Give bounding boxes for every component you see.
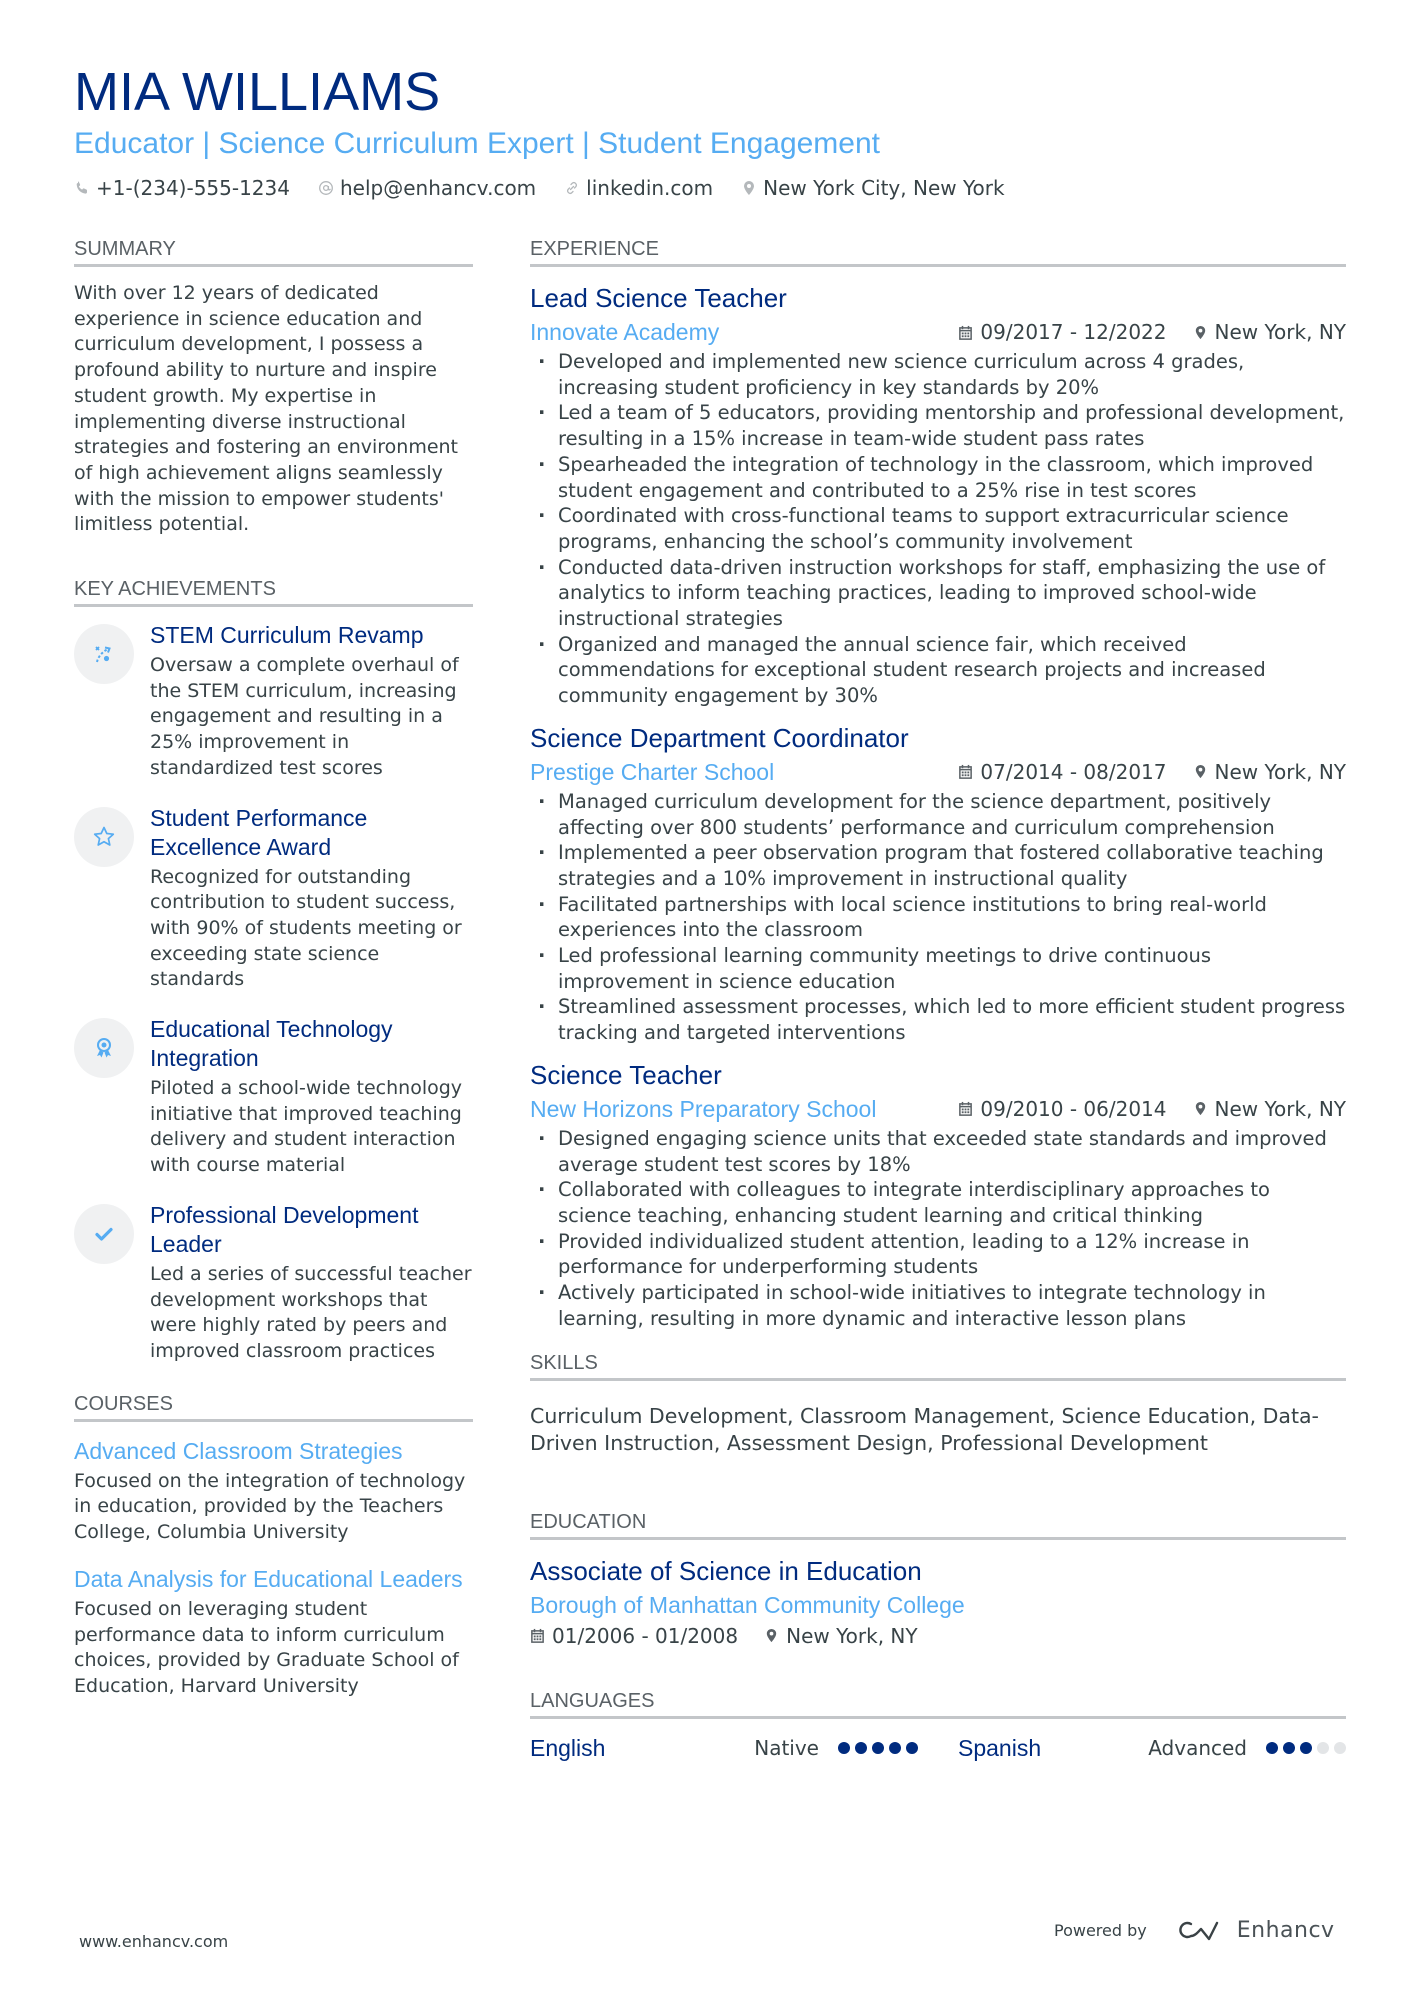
section-title-courses: COURSES — [74, 1391, 473, 1422]
right-column — [530, 236, 1346, 1763]
achievement-text: Led a series of successful teacher development workshops that were highly rated by peers and improved classroom practices — [150, 1262, 472, 1362]
left-column — [74, 236, 473, 1718]
course-item — [74, 1436, 473, 1546]
location-text: New York City, New York — [763, 176, 1005, 200]
bullet-item: · Conducted data-driven instruction workshops for staff, emphasizing the use of analytics to inform teaching practices, leading to improved school-wide instructional strategies — [530, 555, 1346, 632]
phone-icon — [74, 180, 90, 196]
achievement-text: Oversaw a complete overhaul of the STEM curriculum, increasing engagement and resulting in a 25% improvement in standardized test scores — [150, 654, 459, 779]
dot-filled — [1266, 1742, 1278, 1754]
bullet-item: · Implemented a peer observation program that fostered collaborative teaching strategies and a 10% improvement in instructional quality — [530, 840, 1346, 891]
language-item — [958, 1733, 1346, 1763]
languages-section — [530, 1688, 1346, 1763]
experience-section — [530, 236, 1346, 1332]
location-text: New York, NY — [1214, 1096, 1346, 1121]
job-entry — [530, 1058, 1346, 1332]
job-dates — [958, 1097, 1166, 1121]
summary-text: With over 12 years of dedicated experience in science education and curriculum development, I possess a profound ability to nurture and inspire student growth. My expertise in implementing diverse instructional strategies and fostering an environment of high achievement aligns seamlessly with the mission to empower students' limitless potential. — [74, 282, 459, 536]
location-text: New York, NY — [1214, 759, 1346, 784]
achievement-text: Piloted a school-wide technology initiative that improved teaching delivery and student interaction with course material — [150, 1077, 463, 1177]
bullet-item: · Led a team of 5 educators, providing mentorship and professional development, resulting in a 15% increase in team-wide student pass rates — [530, 400, 1346, 451]
dot-filled — [838, 1742, 850, 1754]
job-bullets — [530, 1126, 1346, 1332]
job-location — [1193, 320, 1346, 344]
job-bullets — [530, 789, 1346, 1046]
dot-filled — [1283, 1742, 1295, 1754]
bullet-item: · Provided individualized student attention, leading to a 12% increase in performance for underperforming students — [530, 1229, 1346, 1280]
powered-by-label: Powered by — [1054, 1920, 1147, 1940]
bullet-item: · Spearheaded the integration of technology in the classroom, which improved student engagement and contributed to a 25% rise in test scores — [530, 452, 1346, 503]
contact-email[interactable] — [318, 176, 536, 200]
achievement-item — [74, 621, 473, 782]
section-title-languages: LANGUAGES — [530, 1688, 1346, 1719]
course-item — [74, 1564, 473, 1700]
education-location — [764, 1624, 917, 1648]
education-section — [530, 1509, 1346, 1648]
bullet-item: · Facilitated partnerships with local science institutions to bring real-world experiences into the classroom — [530, 892, 1346, 943]
star-icon — [74, 807, 134, 867]
location-pin-icon — [764, 1628, 779, 1643]
dot-filled — [855, 1742, 867, 1754]
bullet-item: · Designed engaging science units that exceeded state standards and improved average student test scores by 18% — [530, 1126, 1346, 1177]
job-location — [1193, 1097, 1346, 1121]
job-title: Science Department Coordinator — [530, 722, 909, 753]
school-name: Borough of Manhattan Community College — [530, 1591, 965, 1618]
phone-text: +1-(234)-555-1234 — [96, 176, 290, 200]
achievement-text: Recognized for outstanding contribution to student success, with 90% of students meeting or exceeding state science standards — [150, 865, 462, 991]
skills-section — [530, 1350, 1346, 1457]
section-title-education: EDUCATION — [530, 1509, 1346, 1540]
company-name: Innovate Academy — [530, 319, 720, 345]
location-text: New York, NY — [786, 1623, 918, 1648]
language-name: Spanish — [958, 1734, 1042, 1761]
section-title-summary: SUMMARY — [74, 236, 473, 267]
calendar-icon — [958, 1101, 973, 1116]
location-pin-icon — [1193, 1101, 1208, 1116]
courses-section — [74, 1391, 473, 1700]
location-text: New York, NY — [1214, 320, 1346, 344]
proficiency-dots — [833, 1742, 918, 1754]
language-name: English — [530, 1734, 606, 1761]
bullet-item: · Organized and managed the annual science fair, which received commendations for exceptional student research projects and increased community engagement by 30% — [530, 632, 1346, 709]
company-name: New Horizons Preparatory School — [530, 1095, 877, 1122]
bullet-item: · Coordinated with cross-functional teams to support extracurricular science programs, enhancing the school’s community involvement — [530, 503, 1346, 554]
job-title: Science Teacher — [530, 1059, 722, 1090]
medal-icon — [74, 1018, 134, 1078]
achievement-item — [74, 804, 473, 994]
section-title-achievements: KEY ACHIEVEMENTS — [74, 576, 473, 607]
bullet-item: · Actively participated in school-wide initiatives to integrate technology in learning, resulting in more dynamic and interactive lesson plans — [530, 1280, 1346, 1331]
job-entry — [530, 281, 1346, 709]
dot-filled — [872, 1742, 884, 1754]
bullet-item: · Led professional learning community meetings to drive continuous improvement in science education — [530, 943, 1346, 994]
course-description: Focused on leveraging student performance data to inform curriculum choices, provided by Graduate School of Education, Harvard University — [74, 1597, 459, 1697]
education-dates — [530, 1624, 738, 1648]
job-bullets — [530, 349, 1346, 709]
candidate-name: MIA WILLIAMS — [74, 62, 441, 122]
dates-text: 09/2017 - 12/2022 — [980, 320, 1167, 344]
dot-empty — [1334, 1742, 1346, 1754]
footer-website[interactable]: www.enhancv.com — [79, 1932, 229, 1951]
job-dates — [958, 760, 1166, 784]
degree-title: Associate of Science in Education — [530, 1555, 922, 1586]
calendar-icon — [530, 1628, 545, 1643]
dates-text: 07/2014 - 08/2017 — [980, 759, 1167, 784]
language-item — [530, 1733, 918, 1763]
achievement-title: Professional Development Leader — [150, 1201, 419, 1257]
dates-text: 01/2006 - 01/2008 — [552, 1623, 739, 1648]
section-title-skills: SKILLS — [530, 1350, 1346, 1381]
job-dates — [958, 320, 1166, 344]
dot-filled — [889, 1742, 901, 1754]
company-name: Prestige Charter School — [530, 758, 775, 785]
dot-filled — [906, 1742, 918, 1754]
contact-bar — [74, 176, 1344, 200]
contact-linkedin[interactable] — [564, 176, 713, 200]
achievement-title: STEM Curriculum Revamp — [150, 622, 424, 649]
achievements-section — [74, 576, 473, 1365]
dot-empty — [1317, 1742, 1329, 1754]
contact-location — [741, 176, 1004, 200]
summary-section — [74, 236, 473, 538]
achievement-title: Student Performance Excellence Award — [150, 804, 368, 860]
achievement-item — [74, 1201, 473, 1365]
linkedin-text: linkedin.com — [586, 176, 714, 200]
enhancv-logo-icon — [1175, 1917, 1223, 1943]
language-level: Native — [754, 1735, 819, 1760]
course-description: Focused on the integration of technology in education, provided by the Teachers College, Columbia University — [74, 1469, 466, 1544]
contact-phone — [74, 176, 290, 200]
bullet-item: · Managed curriculum development for the science department, positively affecting over 800 students’ performance and curriculum comprehension — [530, 789, 1346, 840]
calendar-icon — [958, 764, 973, 779]
brand-name: Enhancv — [1236, 1917, 1335, 1943]
dates-text: 09/2010 - 06/2014 — [980, 1096, 1167, 1121]
check-icon — [74, 1204, 134, 1264]
candidate-headline: Educator | Science Curriculum Expert | Student Engagement — [74, 127, 881, 160]
bullet-item: · Collaborated with colleagues to integrate interdisciplinary approaches to science teaching, enhancing student learning and critical thinking — [530, 1177, 1346, 1228]
achievement-item — [74, 1015, 473, 1179]
skills-list: Curriculum Development, Classroom Management, Science Education, Data-Driven Instruction, Assessment Design, Professional Development — [530, 1403, 1319, 1455]
link-icon — [564, 180, 580, 196]
location-icon — [741, 180, 757, 196]
course-title: Advanced Classroom Strategies — [74, 1437, 403, 1464]
dot-filled — [1300, 1742, 1312, 1754]
language-level: Advanced — [1148, 1735, 1247, 1760]
proficiency-dots — [1261, 1742, 1346, 1754]
job-entry — [530, 721, 1346, 1046]
achievement-title: Educational Technology Integration — [150, 1016, 393, 1072]
job-title: Lead Science Teacher — [530, 283, 787, 313]
course-title: Data Analysis for Educational Leaders — [74, 1565, 463, 1592]
bullet-item: · Streamlined assessment processes, which led to more efficient student progress tracking and targeted interventions — [530, 994, 1346, 1045]
section-title-experience: EXPERIENCE — [530, 236, 1346, 267]
location-pin-icon — [1193, 325, 1208, 340]
calendar-icon — [958, 325, 973, 340]
job-location — [1193, 760, 1346, 784]
email-text: help@enhancv.com — [339, 176, 537, 200]
location-pin-icon — [1193, 764, 1208, 779]
footer-powered-by — [1054, 1917, 1335, 1943]
at-icon — [318, 180, 334, 196]
resume-header — [74, 62, 1344, 200]
strategy-icon — [74, 624, 134, 684]
bullet-item: · Developed and implemented new science curriculum across 4 grades, increasing student proficiency in key standards by 20% — [530, 349, 1346, 400]
